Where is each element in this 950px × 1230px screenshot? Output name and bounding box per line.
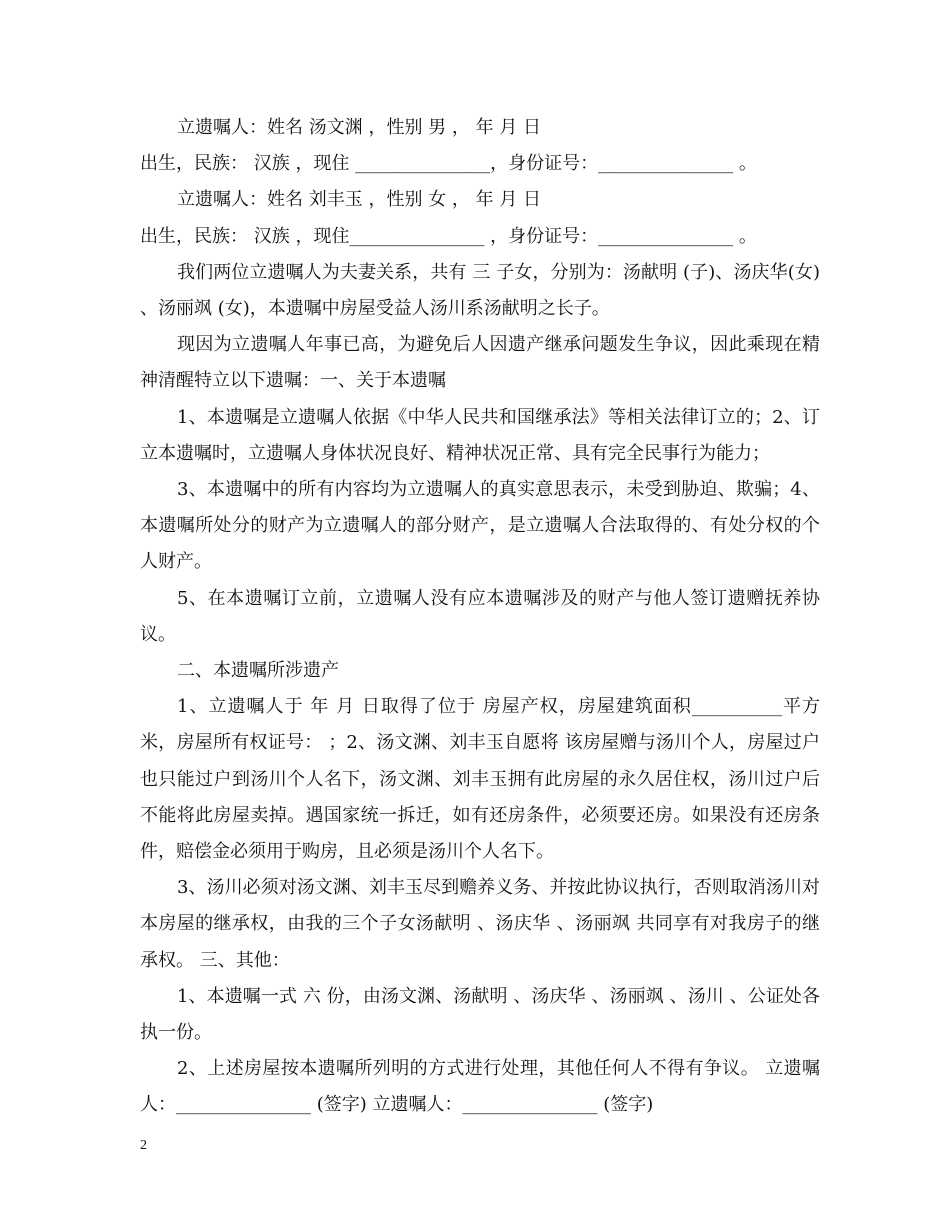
purpose-paragraph: 现因为立遗嘱人年事已高，为避免后人因遗产继承问题发生争议，因此乘现在精神清醒特立以下遗嘱：一、关于本遗嘱 bbox=[140, 334, 820, 392]
copies-clause-paragraph: 1、本遗嘱一式 六 份，由汤文渊、汤献明 、汤庆华 、汤丽飒 、汤川 、公证处各执一份。 bbox=[140, 985, 820, 1044]
testator-2-name-line: 立遗嘱人：姓名 刘丰玉 ，性别 女 ， 年 月 日 bbox=[177, 189, 542, 211]
property-clause-paragraph: 1、立遗嘱人于 年 月 日取得了位于 房屋产权，房屋建筑面积__________平方米，房屋所有权证号： ；2、汤文渊、刘丰玉自愿将 该房屋赠与汤川个人，房屋过户也只能过户到汤川个人名下，汤文渊、刘丰玉拥有此房屋的永久居住权，汤川过户后不能将此房屋卖掉。遇国家统一拆迁，如有还房条件，必须要还房。如果没有还房条件，赔偿金必须用于购房，且必须是汤川个人名下。 bbox=[140, 696, 820, 863]
section-2-heading: 二、本遗嘱所涉遗产 bbox=[177, 660, 339, 682]
clause-1-2-paragraph: 1、本遗嘱是立遗嘱人依据《中华人民共和国继承法》等相关法律订立的；2、订立本遗嘱时，立遗嘱人身体状况良好、精神状况正常、具有完全民事行为能力； bbox=[140, 406, 820, 464]
testator-1-name-line: 立遗嘱人：姓名 汤文渊 ，性别 男 ， 年 月 日 bbox=[177, 117, 542, 138]
clause-3-4-paragraph: 3、本遗嘱中的所有内容均为立遗嘱人的真实意思表示，未受到胁迫、欺骗；4、本遗嘱所处分的财产为立遗嘱人的部分财产，是立遗嘱人合法取得的、有处分权的个人财产。 bbox=[140, 479, 820, 573]
clause-5-paragraph: 5、在本遗嘱订立前，立遗嘱人没有应本遗嘱涉及的财产与他人签订遗赠抚养协议。 bbox=[140, 587, 820, 645]
testator-2-birth-line: 出生，民族： 汉族 ，现住_______________ ，身份证号：_______________ 。 bbox=[140, 225, 757, 247]
support-obligation-paragraph: 3、汤川必须对汤文渊、刘丰玉尽到赡养义务、并按此协议执行，否则取消汤川对本房屋的继承权，由我的三个子女汤献明 、汤庆华 、汤丽飒 共同享有对我房子的继承权。 三、其他： bbox=[140, 877, 820, 971]
signature-paragraph: 2、上述房屋按本遗嘱所列明的方式进行处理，其他任何人不得有争议。 立遗嘱人：_______________ (签字) 立遗嘱人：_______________ (签字) bbox=[140, 1058, 820, 1116]
testator-1-birth-line: 出生，民族： 汉族 ，现住 _______________，身份证号：_______________ 。 bbox=[140, 153, 757, 175]
page-number: 2 bbox=[140, 1138, 147, 1153]
family-relation-paragraph: 我们两位立遗嘱人为夫妻关系，共有 三 子女，分别为：汤献明 (子)、汤庆华(女) 、汤丽飒 (女)，本遗嘱中房屋受益人汤川系汤献明之长子。 bbox=[140, 261, 820, 320]
document-page bbox=[140, 110, 820, 1124]
